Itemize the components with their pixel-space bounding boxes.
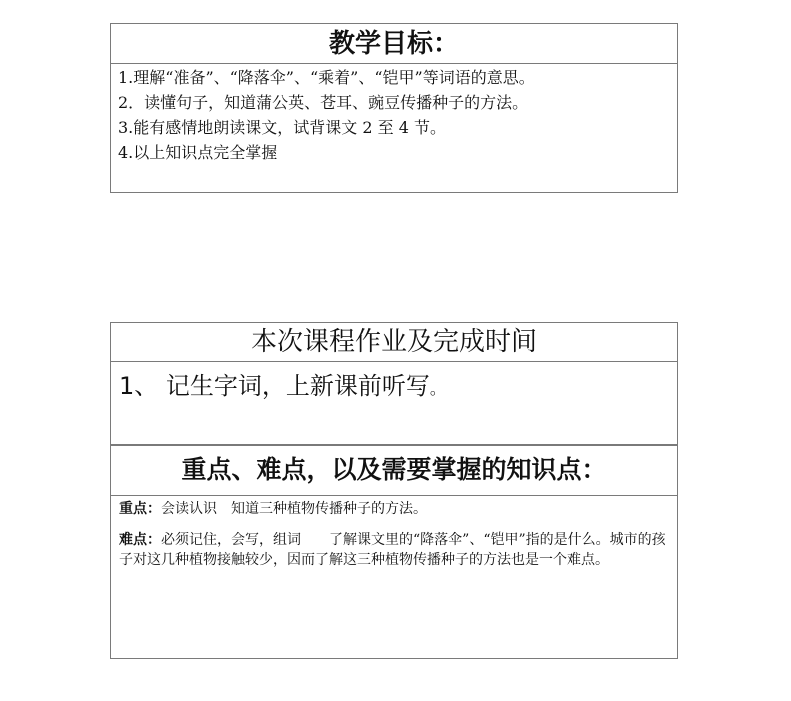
homework-title: 本次课程作业及完成时间 [111,323,677,362]
key-point-label: 重点： [119,501,161,517]
objective-item: 2．读懂句子，知道蒲公英、苍耳、豌豆传播种子的方法。 [118,93,529,112]
key-point [119,499,669,519]
objectives-list [111,64,677,165]
keypoints-content [111,496,677,570]
objective-item: 3.能有感情地朗读课文，试背课文 2 至 4 节。 [118,118,446,137]
homework-box [110,322,678,659]
homework-item-end: 。 [429,379,446,398]
key-point-text: 会读认识 知道三种植物传播种子的方法。 [161,501,427,517]
homework-item [111,362,677,446]
keypoints-title: 重点、难点，以及需要掌握的知识点： [111,446,677,496]
homework-item-text: 1、 记生字词，上新课前听写 [119,372,430,400]
objective-item: 4.以上知识点完全掌握 [118,143,278,162]
difficult-point-label: 难点： [119,532,161,548]
difficult-point [119,530,669,570]
objectives-title: 教学目标： [111,24,677,64]
objective-item: 1.理解“准备”、“降落伞”、“乘着”、“铠甲”等词语的意思。 [118,68,535,87]
difficult-point-text: 必须记住，会写，组词 了解课文里的“降落伞”、“铠甲”指的是什么。城市的孩子对这几种植物接触较少，因而了解这三种植物传播种子的方法也是一个难点。 [119,532,666,568]
objectives-box [110,23,678,193]
